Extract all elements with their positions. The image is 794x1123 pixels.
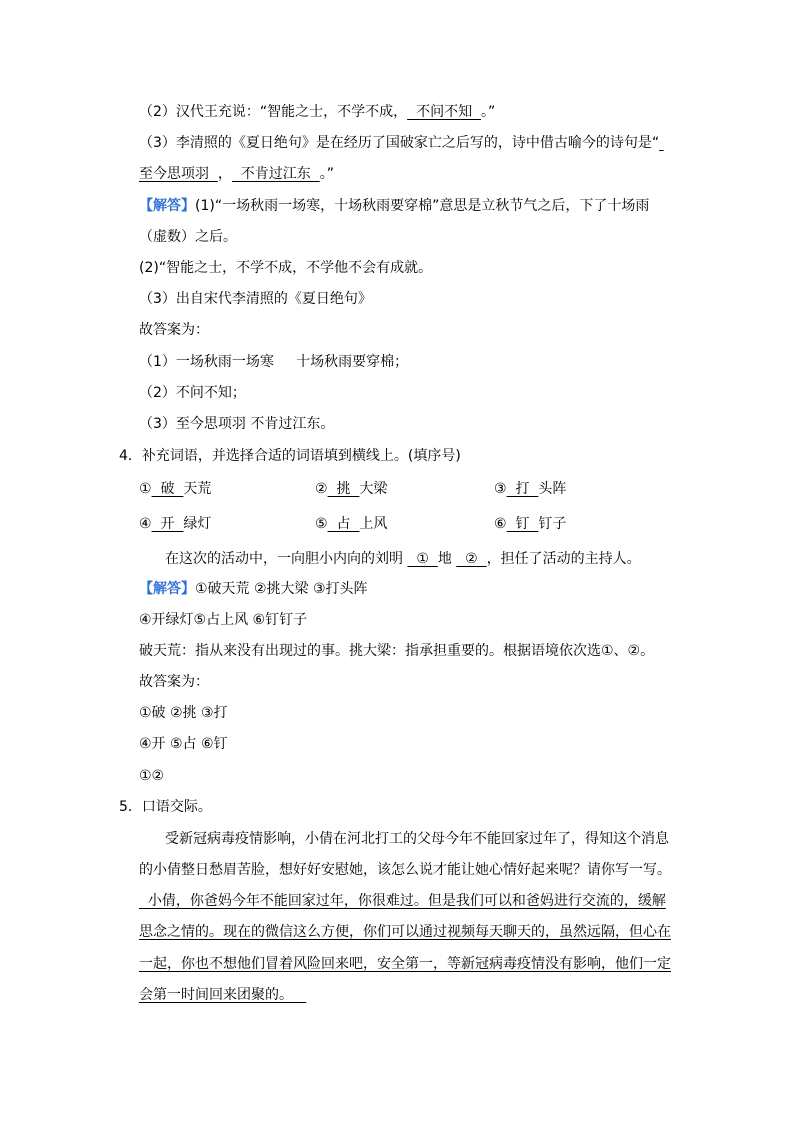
answer-blank: 至今思项羽 — [139, 166, 218, 182]
q4-item-3: ③ 打 头阵 — [494, 481, 567, 497]
q5-answer-line-3: 一起，你也不想他们冒着风险回来吧，安全第一，等新冠病毒疫情没有影响，他们一定 — [139, 956, 671, 972]
q5-answer-line-2: 思念之情的。现在的微信这么方便，你们可以通过视频每天聊天的，虽然远隔，但心在 — [139, 924, 671, 940]
q5-answer-line-4: 会第一时间回来团聚的。 — [139, 987, 307, 1003]
q4-title: 4．补充词语，并选择合适的词语填到横线上。(填序号) — [119, 448, 461, 464]
q4-jieda-2: ④开绿灯⑤占上风 ⑥钉钉子 — [139, 612, 308, 628]
q3-answer-label: 故答案为： — [139, 322, 209, 338]
q4-answer-label: 故答案为： — [139, 674, 209, 690]
q4-sentence: 在这次的活动中，一向胆小内向的刘明 ① 地 ② ，担任了活动的主持人。 — [165, 551, 641, 567]
q3-jieda-cont: （虚数）之后。 — [139, 229, 237, 245]
q4-ans1: ①破 ②挑 ③打 — [139, 705, 228, 721]
q4-item-5: ⑤ 占 上风 — [315, 516, 388, 532]
q3-ans1: （1）一场秋雨一场寒 十场秋雨要穿棉； — [139, 354, 409, 370]
q5-prompt-2: 的小倩整日愁眉苦脸，想好好安慰她，该怎么说才能让她心情好起来呢？请你写一写。 — [139, 862, 671, 878]
q4-item-1: ① 破 天荒 — [139, 481, 212, 497]
q4-jieda: 【解答】①破天荒 ②挑大梁 ③打头阵 — [139, 581, 368, 597]
solution-tag: 【解答】 — [139, 581, 195, 597]
q4-item-4: ④ 开 绿灯 — [139, 516, 212, 532]
q4-ans2: ④开 ⑤占 ⑥钉 — [139, 736, 228, 752]
q3-ans2: （2）不问不知； — [139, 385, 246, 401]
answer-blank: ② — [456, 551, 487, 567]
q5-prompt-1: 受新冠病毒疫情影响，小倩在河北打工的父母今年不能回家过年了，得知这个消息 — [165, 831, 669, 847]
q4-item-6: ⑥ 钉 钉子 — [494, 516, 567, 532]
answer-blank: 不问不知 — [407, 104, 481, 120]
q5-title: 5．口语交际。 — [119, 799, 212, 815]
answer-blank: 不肯过江东 — [231, 166, 320, 182]
q3-jieda-2: (2)“智能之士，不学不成，不学他不会有成就。 — [139, 260, 433, 276]
q4-item-2: ② 挑 大梁 — [315, 481, 388, 497]
q5-answer-line-1: 小倩，你爸妈今年不能回家过年，你很难过。但是我们可以和爸妈进行交流的，缓解 — [139, 893, 666, 909]
q3-jieda-3: （3）出自宋代李清照的《夏日绝句》 — [139, 291, 372, 307]
answer-blank: ① — [407, 551, 438, 567]
q4-explain: 破天荒：指从来没有出现过的事。挑大梁：指承担重要的。根据语境依次选①、②。 — [139, 643, 655, 659]
q3-ans3: （3）至今思项羽 不肯过江东。 — [139, 416, 335, 432]
q4-ans3: ①② — [139, 768, 165, 784]
q3-part2: （2）汉代王充说：“智能之士，不学不成， 不问不知 。” — [139, 104, 496, 120]
q3-jieda: 【解答】(1)“一场秋雨一场寒，十场秋雨要穿棉”意思是立秋节气之后，下了十场雨 — [139, 198, 650, 214]
q3-part3: （3）李清照的《夏日绝句》是在经历了国破家亡之后写的，诗中借古喻今的诗句是“ — [139, 135, 660, 151]
solution-tag: 【解答】 — [139, 198, 195, 214]
q3-part3-answer: 至今思项羽 ， 不肯过江东 。” — [139, 166, 334, 182]
